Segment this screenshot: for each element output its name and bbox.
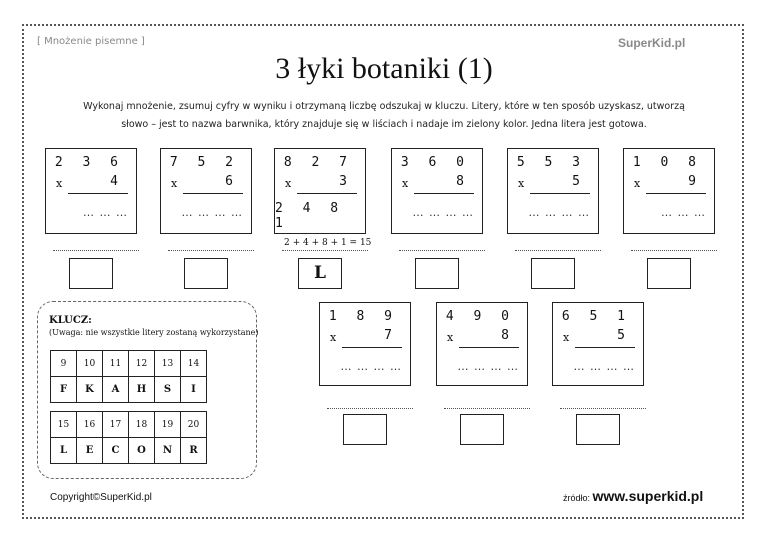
multiplier: 5 xyxy=(572,174,586,189)
multiplication-line xyxy=(68,193,128,194)
multiplication-card xyxy=(45,148,137,234)
multiplier: 3 xyxy=(339,174,353,189)
multiplication-card xyxy=(507,148,599,234)
multiplication-line xyxy=(414,193,474,194)
letter-answer-box[interactable]: L xyxy=(298,258,342,289)
multiplicand: 6 5 1 xyxy=(561,309,631,324)
letter-answer-box[interactable] xyxy=(415,258,459,289)
key-table-1 xyxy=(50,350,207,403)
sum-example: 2 + 4 + 8 + 1 = 15 xyxy=(284,238,372,248)
letter-answer-box[interactable] xyxy=(184,258,228,289)
multiplier: 7 xyxy=(384,328,398,343)
multiplier: 5 xyxy=(617,328,631,343)
key-number: 14 xyxy=(181,351,207,377)
multiplication-card xyxy=(436,302,528,386)
multiplier: 8 xyxy=(456,174,470,189)
times-sign: x xyxy=(518,177,525,190)
multiplicand: 5 5 3 xyxy=(516,155,586,170)
key-number: 17 xyxy=(103,412,129,438)
multiplication-card xyxy=(160,148,252,234)
key-number: 9 xyxy=(51,351,77,377)
key-letter: L xyxy=(51,438,77,464)
multiplication-line xyxy=(530,193,590,194)
key-number: 13 xyxy=(155,351,181,377)
times-sign: x xyxy=(56,177,63,190)
multiplication-line xyxy=(459,347,519,348)
instruction-line-2: słowo – jest to nazwa barwnika, który znajduje się w liściach i nadaje im zielony kolor. Jedna litera jest gotowa. xyxy=(121,119,647,130)
key-letter: H xyxy=(129,377,155,403)
key-letter: C xyxy=(103,438,129,464)
multiplier: 9 xyxy=(688,174,702,189)
page-title: 3 łyki botaniki (1) xyxy=(275,52,493,85)
key-letter: O xyxy=(129,438,155,464)
times-sign: x xyxy=(634,177,641,190)
letter-answer-box[interactable] xyxy=(460,414,504,445)
multiplication-card xyxy=(391,148,483,234)
sum-answer-line xyxy=(399,250,485,251)
multiplication-line xyxy=(575,347,635,348)
sum-answer-line xyxy=(444,408,530,409)
times-sign: x xyxy=(171,177,178,190)
multiplicand: 7 5 2 xyxy=(169,155,239,170)
multiplication-card xyxy=(274,148,366,234)
multiplication-line xyxy=(342,347,402,348)
sum-answer-line xyxy=(327,408,413,409)
sum-answer-line xyxy=(282,250,368,251)
multiplication-card xyxy=(552,302,644,386)
key-letter: S xyxy=(155,377,181,403)
result-placeholder: … … … xyxy=(661,206,706,219)
key-number: 20 xyxy=(181,412,207,438)
times-sign: x xyxy=(285,177,292,190)
key-number: 11 xyxy=(103,351,129,377)
multiplicand: 1 0 8 xyxy=(632,155,702,170)
letter-answer-box[interactable] xyxy=(576,414,620,445)
result-placeholder: … … … … xyxy=(412,206,474,219)
key-number: 12 xyxy=(129,351,155,377)
key-letter: R xyxy=(181,438,207,464)
sum-answer-line xyxy=(168,250,254,251)
key-number: 10 xyxy=(77,351,103,377)
letter-answer-box[interactable] xyxy=(69,258,113,289)
result-placeholder: … … … xyxy=(83,206,128,219)
result-placeholder: … … … … xyxy=(340,360,402,373)
key-letter: I xyxy=(181,377,207,403)
instructions xyxy=(40,98,728,134)
multiplicand: 3 6 0 xyxy=(400,155,470,170)
multiplicand: 8 2 7 xyxy=(283,155,353,170)
sum-answer-line xyxy=(53,250,139,251)
source-label: źródło: xyxy=(563,493,591,503)
instruction-line-1: Wykonaj mnożenie, zsumuj cyfry w wyniku i otrzymaną liczbę odszukaj w kluczu. Litery, które w ten sposób uzyskasz, utworzą xyxy=(83,101,685,112)
multiplication-line xyxy=(646,193,706,194)
key-table-2 xyxy=(50,411,207,464)
times-sign: x xyxy=(563,331,570,344)
key-number: 18 xyxy=(129,412,155,438)
key-letter: N xyxy=(155,438,181,464)
key-number: 16 xyxy=(77,412,103,438)
multiplication-line xyxy=(297,193,357,194)
sum-answer-line xyxy=(631,250,717,251)
key-number: 15 xyxy=(51,412,77,438)
letter-answer-box[interactable] xyxy=(647,258,691,289)
key-letter: F xyxy=(51,377,77,403)
key-note: (Uwaga: nie wszystkie litery zostaną wykorzystane) xyxy=(49,328,259,337)
multiplier: 8 xyxy=(501,328,515,343)
multiplicand: 1 8 9 xyxy=(328,309,398,324)
sum-answer-line xyxy=(560,408,646,409)
source-link[interactable]: www.superkid.pl xyxy=(592,488,704,504)
multiplication-line xyxy=(183,193,243,194)
key-letter: K xyxy=(77,377,103,403)
result-value: 2 4 8 1 xyxy=(275,201,345,231)
times-sign: x xyxy=(447,331,454,344)
result-placeholder: … … … … xyxy=(181,206,243,219)
copyright: Copyright©SuperKid.pl xyxy=(50,492,152,503)
key-number: 19 xyxy=(155,412,181,438)
times-sign: x xyxy=(402,177,409,190)
multiplicand: 4 9 0 xyxy=(445,309,515,324)
multiplication-card xyxy=(319,302,411,386)
category-label: [ Mnożenie pisemne ] xyxy=(37,36,145,47)
source-credit xyxy=(563,488,703,504)
multiplicand: 2 3 6 xyxy=(54,155,124,170)
multiplier: 6 xyxy=(225,174,239,189)
result-placeholder: … … … … xyxy=(528,206,590,219)
multiplier: 4 xyxy=(110,174,124,189)
letter-answer-box[interactable] xyxy=(531,258,575,289)
multiplication-card xyxy=(623,148,715,234)
key-title: KLUCZ: xyxy=(49,315,92,326)
brand-logo-text: SuperKid.pl xyxy=(618,36,686,50)
sum-answer-line xyxy=(515,250,601,251)
letter-answer-box[interactable] xyxy=(343,414,387,445)
key-letter: E xyxy=(77,438,103,464)
key-letter: A xyxy=(103,377,129,403)
result-placeholder: … … … … xyxy=(573,360,635,373)
result-placeholder: … … … … xyxy=(457,360,519,373)
times-sign: x xyxy=(330,331,337,344)
